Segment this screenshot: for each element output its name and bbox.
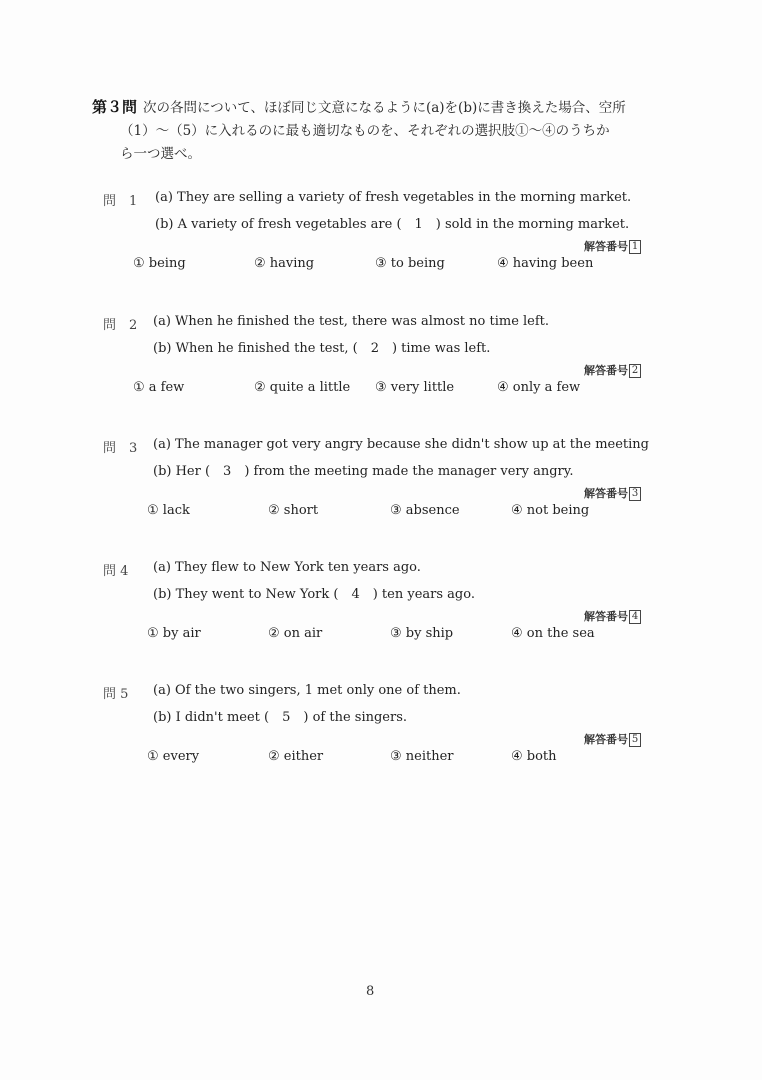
question-5: [0, 683, 762, 783]
instructions-line-2: （1）～（5）に入れるのに最も適切なものを、それぞれの選択肢①～④のうちか: [120, 123, 610, 139]
answer-box: 4: [629, 610, 641, 624]
option-4: ④ both: [511, 749, 557, 764]
answer-box: 1: [629, 240, 641, 254]
section-heading: 第３問: [92, 98, 138, 116]
instructions-line-1: 次の各問について、ほぼ同じ文意になるように(a)を(b)に書き換えた場合、空所: [143, 100, 626, 116]
question-1: [0, 190, 762, 290]
question-label: 問 5: [103, 687, 129, 702]
page-number: 8: [366, 984, 375, 999]
question-label: 問 4: [103, 564, 129, 579]
option-2: ② short: [268, 503, 319, 518]
instructions-line-3: ら一つ選べ。: [120, 146, 201, 162]
sentence-a: (a) When he finished the test, there was almost no time left.: [153, 314, 550, 329]
question-label: 問 1: [103, 194, 138, 209]
sentence-a: (a) They are selling a variety of fresh vegetables in the morning market.: [155, 190, 632, 205]
sentence-b: (b) They went to New York ( 4 ) ten years ago.: [153, 587, 475, 602]
option-1: ① being: [133, 256, 186, 271]
option-4: ④ only a few: [497, 380, 581, 395]
answer-number-label: 解答番号 3: [584, 485, 641, 501]
option-3: ③ to being: [375, 256, 445, 271]
sentence-a: (a) The manager got very angry because she didn't show up at the meeting: [153, 437, 649, 452]
option-1: ① every: [147, 749, 200, 764]
option-3: ③ absence: [390, 503, 460, 518]
section-instructions: [92, 96, 652, 166]
option-1: ① a few: [133, 380, 185, 395]
answer-box: 3: [629, 487, 641, 501]
sentence-a: (a) They flew to New York ten years ago.: [153, 560, 421, 575]
option-1: ① by air: [147, 626, 201, 641]
option-2: ② having: [254, 256, 315, 271]
question-2: [0, 314, 762, 414]
sentence-a: (a) Of the two singers, 1 met only one of them.: [153, 683, 461, 698]
option-3: ③ very little: [375, 380, 455, 395]
answer-number-label: 解答番号 2: [584, 362, 641, 378]
answer-number-label: 解答番号 4: [584, 608, 641, 624]
sentence-b: (b) Her ( 3 ) from the meeting made the manager very angry.: [153, 464, 574, 479]
option-4: ④ not being: [511, 503, 590, 518]
answer-number-label: 解答番号 5: [584, 731, 641, 747]
sentence-b: (b) A variety of fresh vegetables are ( 1 ) sold in the morning market.: [155, 217, 630, 232]
sentence-b: (b) When he finished the test, ( 2 ) time was left.: [153, 341, 491, 356]
answer-number-label: 解答番号 1: [584, 238, 641, 254]
answer-box: 2: [629, 364, 641, 378]
question-label: 問 2: [103, 318, 138, 333]
sentence-b: (b) I didn't meet ( 5 ) of the singers.: [153, 710, 408, 725]
option-2: ② quite a little: [254, 380, 351, 395]
option-3: ③ by ship: [390, 626, 454, 641]
option-4: ④ on the sea: [511, 626, 595, 641]
option-2: ② on air: [268, 626, 323, 641]
question-label: 問 3: [103, 441, 138, 456]
question-3: [0, 437, 762, 537]
answer-box: 5: [629, 733, 641, 747]
option-2: ② either: [268, 749, 324, 764]
option-3: ③ neither: [390, 749, 454, 764]
option-4: ④ having been: [497, 256, 594, 271]
option-1: ① lack: [147, 503, 190, 518]
question-4: [0, 560, 762, 660]
